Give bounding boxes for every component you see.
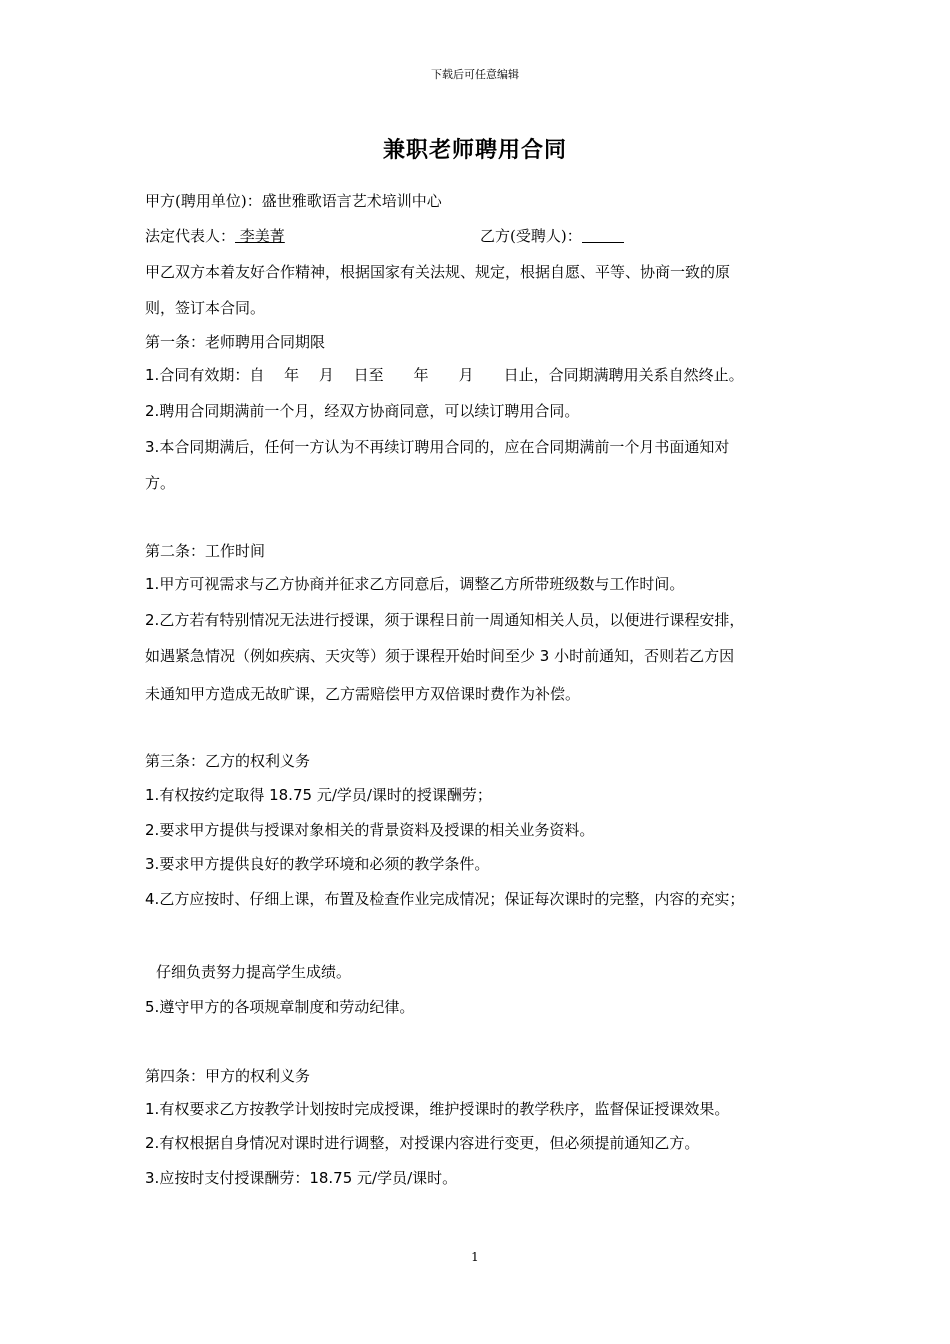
article2-item-1	[145, 573, 684, 594]
item-number: 1.	[145, 366, 160, 384]
item-number: 1.	[145, 786, 160, 804]
article2-item-2-cont-1	[145, 645, 734, 666]
item-text: 合同有效期：自 年 月 日至 年 月 日止，合同期满聘用关系自然终止。	[159, 366, 744, 384]
item-text: 甲方可视需求与乙方协商并征求乙方同意后，调整乙方所带班级数与工作时间。	[159, 575, 685, 593]
item-number: 2.	[145, 1134, 160, 1152]
item-text: 乙方应按时、仔细上课，布置及检查作业完成情况；保证每次课时的完整，内容的充实；	[159, 890, 745, 908]
item-text: 有权根据自身情况对课时进行调整，对授课内容进行变更，但必须提前通知乙方。	[159, 1134, 700, 1152]
article4-item-1	[145, 1098, 729, 1119]
intro-line-2: 则，签订本合同。	[145, 299, 266, 317]
item-text: 如遇紧急情况（例如疾病、天灾等）须于课程开始时间至少	[145, 647, 540, 665]
item-text: 小时前通知，否则若乙方因	[549, 647, 735, 665]
article1-heading: 第一条：老师聘用合同期限	[145, 333, 326, 351]
article3-item-2	[145, 819, 594, 840]
legal-rep-name: 李美菁	[235, 227, 285, 245]
item-number: 2.	[145, 821, 160, 839]
fee-amount: 18.75	[309, 1169, 353, 1187]
header-note: 下载后可任意编辑	[431, 68, 519, 81]
fee-amount: 18.75	[269, 786, 313, 804]
item-text: 元/学员/课时。	[352, 1169, 458, 1187]
article3-item-5	[145, 996, 414, 1017]
article3-item-4-cont: 仔细负责努力提高学生成绩。	[156, 963, 352, 981]
item-text: 有权要求乙方按教学计划按时完成授课，维护授课时的教学秩序，监督保证授课效果。	[159, 1100, 730, 1118]
article2-item-2	[145, 609, 744, 630]
item-text: 乙方若有特别情况无法进行授课，须于课程日前一周通知相关人员，以便进行课程安排，	[159, 611, 745, 629]
party-b-blank	[582, 228, 624, 243]
document-title: 兼职老师聘用合同	[382, 137, 567, 163]
item-number: 5.	[145, 998, 160, 1016]
article2-item-2-cont-2: 未通知甲方造成无故旷课，乙方需赔偿甲方双倍课时费作为补偿。	[145, 685, 581, 703]
item-number: 1.	[145, 1100, 160, 1118]
party-b-label: 乙方(受聘人)：	[480, 227, 582, 245]
item-text: 要求甲方提供与授课对象相关的背景资料及授课的相关业务资料。	[159, 821, 595, 839]
article3-item-4	[145, 888, 744, 909]
article1-item-3-cont: 方。	[145, 474, 176, 492]
item-text: 遵守甲方的各项规章制度和劳动纪律。	[159, 998, 415, 1016]
article2-heading: 第二条：工作时间	[145, 542, 266, 560]
item-number: 3.	[145, 1169, 160, 1187]
legal-rep-label: 法定代表人：	[145, 227, 236, 245]
page-number: 1	[471, 1250, 479, 1264]
item-text: 有权按约定取得	[159, 786, 270, 804]
article3-heading: 第三条：乙方的权利义务	[145, 752, 311, 770]
article4-item-3	[145, 1167, 457, 1188]
item-number: 4.	[145, 890, 160, 908]
item-number: 2.	[145, 611, 160, 629]
article4-item-2	[145, 1132, 699, 1153]
item-number: 3.	[145, 438, 160, 456]
hours-value: 3	[539, 647, 550, 665]
article3-item-1	[145, 784, 492, 805]
item-number: 2.	[145, 402, 160, 420]
item-number: 1.	[145, 575, 160, 593]
article1-item-2	[145, 400, 579, 421]
party-b-line	[480, 225, 624, 246]
item-number: 3.	[145, 855, 160, 873]
article4-heading: 第四条：甲方的权利义务	[145, 1067, 311, 1085]
item-text: 要求甲方提供良好的教学环境和必须的教学条件。	[159, 855, 490, 873]
item-text: 聘用合同期满前一个月，经双方协商同意，可以续订聘用合同。	[159, 402, 580, 420]
item-text: 应按时支付授课酬劳：	[159, 1169, 310, 1187]
item-text: 元/学员/课时的授课酬劳；	[312, 786, 492, 804]
article3-item-3	[145, 853, 489, 874]
item-text: 本合同期满后，任何一方认为不再续订聘用合同的，应在合同期满前一个月书面通知对	[159, 438, 730, 456]
article1-item-1	[145, 364, 744, 385]
party-a-line: 甲方(聘用单位)：盛世雅歌语言艺术培训中心	[145, 192, 442, 210]
signatories-line	[145, 225, 285, 246]
intro-line-1: 甲乙双方本着友好合作精神，根据国家有关法规、规定，根据自愿、平等、协商一致的原	[145, 263, 731, 281]
article1-item-3	[145, 436, 729, 457]
